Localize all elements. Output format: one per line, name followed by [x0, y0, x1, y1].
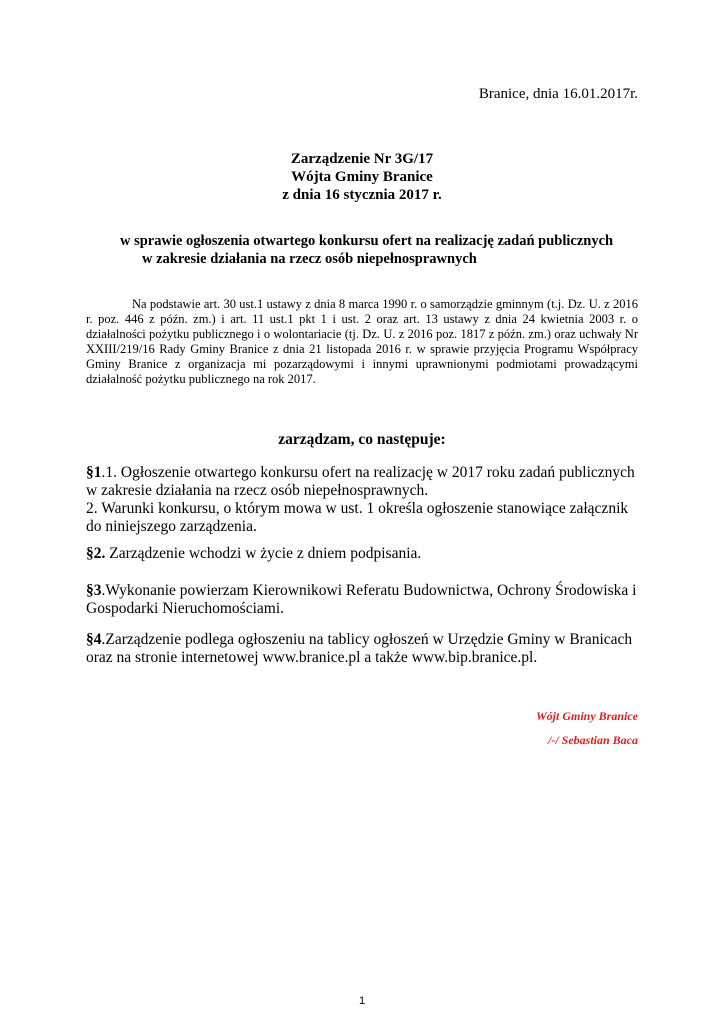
paragraph-4: [86, 631, 646, 667]
document-title: [0, 150, 724, 204]
paragraph-3-text: .Wykonanie powierzam Kierownikowi Referatu Budownictwa, Ochrony Środowiska i Gospodarki Nieruchomościami.: [86, 582, 637, 617]
paragraph-1: [86, 464, 646, 536]
subject-line-2: w zakresie działania na rzecz osób niepełnosprawnych: [142, 251, 477, 267]
decree-heading: zarządzam, co następuje:: [278, 431, 446, 448]
paragraph-1-point-2: 2. Warunki konkursu, o którym mowa w ust. 1 określa ogłoszenie stanowiące załącznik do niniejszego zarządzenia.: [86, 500, 629, 535]
subject-line-1: w sprawie ogłoszenia otwartego konkursu ofert na realizację zadań publicznych: [120, 233, 614, 249]
subject: [120, 232, 613, 268]
paragraph-4-text: .Zarządzenie podlega ogłoszeniu na tablicy ogłoszeń w Urzędzie Gminy w Branicach oraz na stronie internetowej www.branice.pl a także www.bip.branice.pl.: [86, 631, 633, 666]
signature-title: Wójt Gminy Branice: [535, 709, 638, 723]
legal-basis: Na podstawie art. 30 ust.1 ustawy z dnia 8 marca 1990 r. o samorządzie gminnym (t.j. Dz. U. z 2016 r. poz. 446 z późn. zm.) i art. 11 ust.1 pkt 1 i ust. 2 oraz art. 13 ustawy z dnia 24 kwietnia 2003 r. o działalności pożytku publicznego i o wolontariacie (tj. Dz. U. z 2016 poz. 1817 z późn. zm.) oraz uchwały Nr XXIII/219/16 Rady Gminy Branice z dnia 21 listopada 2016 r. w sprawie przyjęcia Programu Współpracy Gminy Branice z organizacja mi pozarządowymi i innymi uprawnionymi podmiotami prowadzącymi działalność pożytku publicznego na rok 2017.: [86, 297, 638, 386]
paragraph-1-mark: §1: [86, 464, 102, 481]
signature-name: /-/ Sebastian Baca: [547, 733, 638, 747]
paragraph-2-text: Zarządzenie wchodzi w życie z dniem podpisania.: [105, 545, 422, 562]
title-line-2: Wójta Gminy Branice: [291, 169, 433, 185]
paragraph-3: [86, 582, 646, 618]
paragraph-2: [86, 545, 646, 563]
paragraph-1-text: .1. Ogłoszenie otwartego konkursu ofert na realizację w 2017 roku zadań publicznych w zakresie działania na rzecz osób niepełnosprawnych.: [86, 464, 635, 499]
paragraph-2-mark: §2.: [86, 545, 106, 562]
paragraph-3-mark: §3: [86, 582, 102, 599]
date-line: Branice, dnia 16.01.2017r.: [478, 86, 638, 102]
paragraph-4-mark: §4: [86, 631, 102, 648]
title-line-1: Zarządzenie Nr 3G/17: [290, 151, 434, 167]
page-number: 1: [358, 995, 366, 1007]
title-line-3: z dnia 16 stycznia 2017 r.: [282, 187, 442, 203]
